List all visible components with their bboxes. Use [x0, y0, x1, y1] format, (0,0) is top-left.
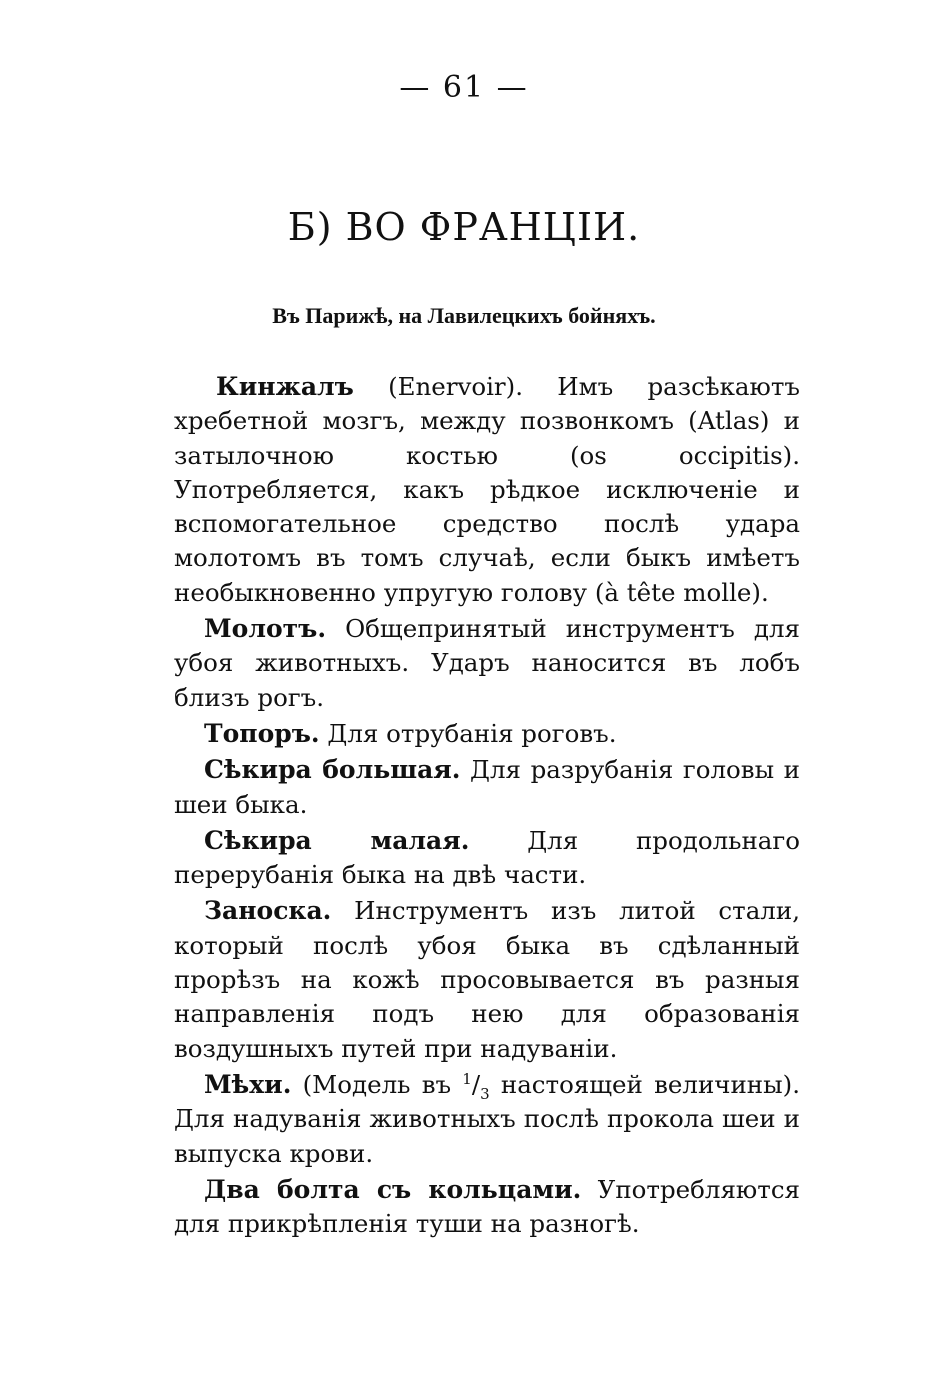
entry-sekira-bolshaya — [174, 753, 800, 822]
entry-sekira-malaya — [174, 824, 800, 893]
entry-term: Кинжалъ — [216, 372, 354, 401]
entry-text: Общепринятый инструментъ для убоя животныхъ. Ударъ наносится въ лобъ близъ рогъ. — [174, 614, 800, 712]
fraction-denominator: 3 — [480, 1084, 490, 1103]
entry-text: (Enervoir). Имъ разсѣкаютъ хребетной мозгъ, между позвонкомъ (Atlas) и затылочною костью (os occipitis). Употребляется, какъ рѣдкое исключеніе и вспомогательное средство послѣ удара молотомъ въ томъ случаѣ, если быкъ имѣетъ необыкновенно упругую голову (à tête molle). — [174, 372, 800, 607]
entry-term: Топоръ. — [204, 718, 320, 748]
entry-term: Мѣхи. — [204, 1069, 292, 1099]
page-number: — 61 — — [399, 70, 529, 105]
entry-text: Для продольнаго перерубанія быка на двѣ части. — [174, 825, 800, 890]
entry-text: Для отрубанія роговъ. — [319, 718, 617, 748]
instrument-list — [174, 370, 800, 1243]
entry-topor — [174, 717, 800, 751]
entry-term: Два болта съ кольцами. — [204, 1174, 582, 1204]
section-subtitle: Въ Парижѣ, на Лавилецкихъ бойняхъ. — [272, 303, 656, 328]
chapter-title: Б) ВО ФРАНЦІИ. — [287, 205, 641, 249]
fraction-slash: / — [471, 1069, 481, 1099]
entry-molot — [174, 612, 800, 715]
entry-text: (Модель въ — [291, 1069, 463, 1099]
entry-zanoska — [174, 894, 800, 1065]
entry-mekhi — [174, 1068, 800, 1171]
entry-dva-bolta — [174, 1173, 800, 1242]
entry-text: Употребляются для прикрѣпленія туши на разногѣ. — [174, 1174, 800, 1239]
entry-kinzhal — [174, 370, 800, 610]
fraction-numerator: 1 — [462, 1069, 472, 1088]
entry-term: Молотъ. — [204, 614, 327, 644]
entry-text: Для разрубанія головы и шеи быка. — [174, 755, 801, 819]
entry-term: Заноска. — [204, 896, 332, 926]
entry-term: Сѣкира малая. — [204, 825, 470, 855]
entry-text: Инструментъ изъ литой стали, который послѣ убоя быка въ сдѣланный прорѣзъ на кожѣ просовывается въ разныя направленія подъ нею для образованія воздушныхъ путей при надуваніи. — [174, 896, 800, 1063]
entry-term: Сѣкира большая. — [204, 755, 461, 785]
entry-text: настоящей величины). Для надуванія животныхъ послѣ прокола шеи и выпуска крови. — [174, 1069, 800, 1168]
